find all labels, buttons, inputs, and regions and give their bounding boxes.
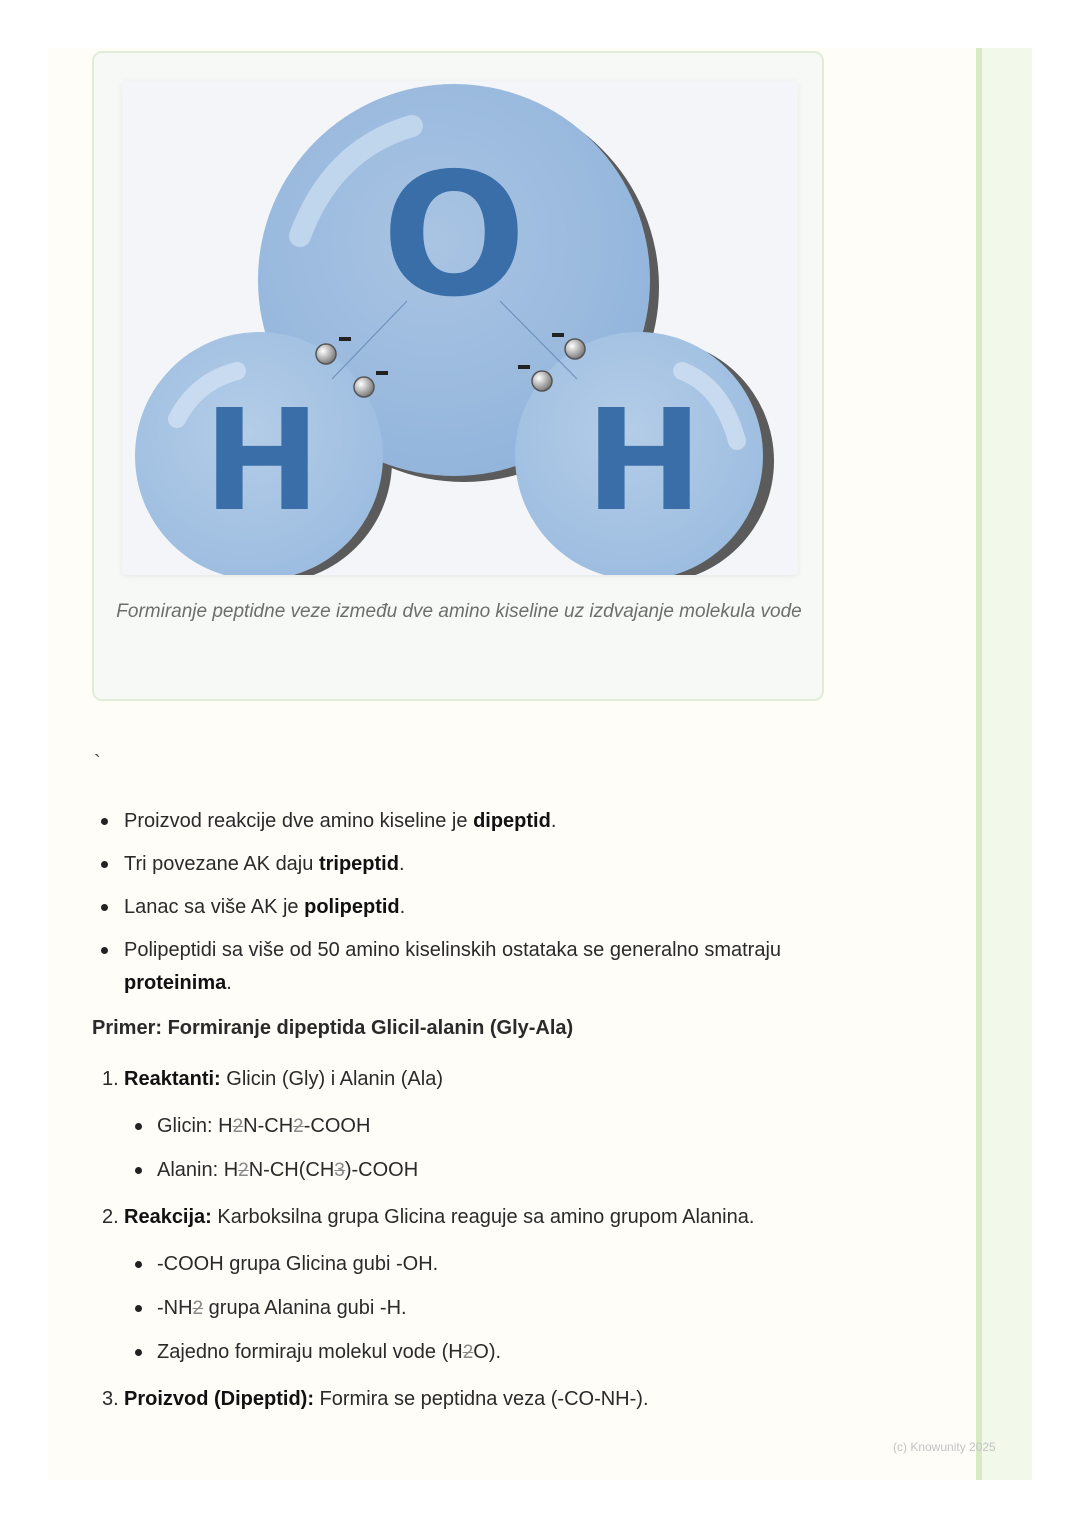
oxygen-label: O [381, 137, 527, 335]
step-item: 3. Proizvod (Dipeptid): Formira se peptidna veza (-CO-NH-). [102, 1388, 649, 1410]
step-item: 2. Reakcija: Karboksilna grupa Glicina reaguje sa amino grupom Alanina. -COOH grupa Glicina gubi -OH. -NH2 grupa Alanina gubi -H. Zajedno formiraju molekul vode (H2O). [124, 1201, 832, 1369]
list-item: Tri povezane AK daju tripeptid. [124, 848, 832, 881]
list-item: -COOH grupa Glicina gubi -OH. [157, 1248, 832, 1281]
hydrogen-label-left: H [203, 380, 321, 543]
definition-list [92, 805, 832, 1000]
list-item: Proizvod reakcije dve amino kiseline je dipeptid. [124, 805, 832, 838]
side-panel [982, 48, 1032, 1480]
step-item: 1. Reaktanti: Glicin (Gly) i Alanin (Ala) Glicin: H2N-CH2-COOH Alanin: H2N-CH(CH3)-COOH [124, 1063, 832, 1187]
steps-list [92, 1063, 832, 1416]
water-molecule-illustration [122, 81, 798, 575]
main-content [92, 805, 832, 1428]
list-item: Lanac sa više AK je polipeptid. [124, 891, 832, 924]
list-item: -NH2 grupa Alanina gubi -H. [157, 1292, 832, 1325]
figure [92, 51, 824, 701]
list-item: Alanin: H2N-CH(CH3)-COOH [157, 1154, 832, 1187]
hydrogen-label-right: H [585, 380, 703, 543]
example-heading: Primer: Formiranje dipeptida Glicil-alanin (Gly-Ala) [92, 1017, 574, 1039]
water-molecule-image [122, 81, 798, 575]
figure-caption: Formiranje peptidne veze između dve amino kiseline uz izdvajanje molekula vode [116, 601, 802, 622]
list-item: Zajedno formiraju molekul vode (H2O). [157, 1336, 832, 1369]
copyright-footer: (c) Knowunity 2025 [893, 1440, 996, 1454]
stray-backtick: ` [94, 752, 101, 774]
list-item: Glicin: H2N-CH2-COOH [157, 1110, 832, 1143]
list-item: Polipeptidi sa više od 50 amino kiselinskih ostataka se generalno smatraju proteinima. [124, 934, 832, 1000]
